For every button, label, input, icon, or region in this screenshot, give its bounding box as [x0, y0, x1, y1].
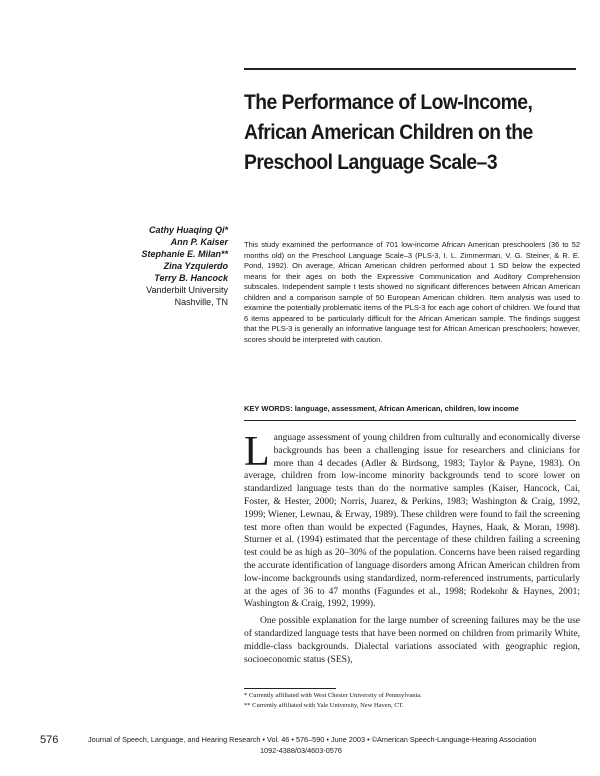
journal-citation: Journal of Speech, Language, and Hearing Research • Vol. 46 • 576–590 • June 2003 • ©American Speech-Language-Hearing Association	[88, 735, 537, 744]
footnotes	[244, 691, 580, 710]
footnote: * Currently affiliated with West Chester University of Pennsylvania.	[244, 692, 422, 699]
section-rule	[244, 420, 576, 421]
author-name: Zina Yzquierdo	[163, 261, 228, 271]
top-rule	[244, 68, 576, 70]
author-block	[100, 224, 228, 308]
article-title: The Performance of Low-Income, African American Children on the Preschool Language Scale–3	[244, 91, 533, 174]
affiliation-university: Vanderbilt University	[146, 285, 228, 295]
author-name: Ann P. Kaiser	[170, 237, 228, 247]
body-paragraph-2: One possible explanation for the large number of screening failures may be the use of standardized language tests that have been normed on children from primarily White, middle-class backgrounds. Dialectal variations associated with geographic region, socioeconomic status (SES),	[244, 616, 580, 665]
keywords: KEY WORDS: language, assessment, African American, children, low income	[244, 404, 519, 413]
body-text	[244, 429, 580, 666]
page-number: 576	[40, 734, 59, 746]
footnote: ** Currently affiliated with Yale University, New Haven, CT.	[244, 701, 404, 709]
affiliation-city: Nashville, TN	[174, 297, 228, 307]
abstract: This study examined the performance of 701 low-income African American preschoolers (36 to 52 months old) on the Preschool Language Scale–3 (PLS-3, I. L. Zimmerman, V. G. Steiner, & R. E. Pond, 1992). On average, African American children performed about 1 SD below the expected means for their ages on both the Expressive Communication and Auditory Comprehension subscales. Independent sample t tests showed no significant differences between African American children and a comparison sample of 50 European American children. Item analysis was used to examine the potentially problematic items of the PLS-3 for each age cohort of children. We found that 6 items appeared to be particularly difficult for the African American sample. The findings suggest that the PLS-3 is generally an informative language test for African American preschoolers; however, scores should be interpreted with caution.	[244, 240, 580, 344]
footnote-rule	[244, 688, 336, 689]
drop-cap: L	[244, 429, 270, 475]
body-paragraph-1	[244, 429, 580, 611]
issn: 1092-4388/03/4603-0576	[260, 746, 342, 755]
page-footer	[0, 732, 600, 762]
author-name: Cathy Huaqing Qi*	[148, 225, 228, 235]
author-name: Terry B. Hancock	[154, 273, 228, 283]
author-name: Stephanie E. Milan**	[141, 249, 228, 259]
body-paragraph-1-text: anguage assessment of young children from culturally and economically diverse backgrounds has been a challenging issue for researchers and clinicians for more than 4 decades (Adler & Birdsong, 1983; Taylor & Payne, 1983). On average, children from low-income minority backgrounds tend to score lower on standardized language tests than do the normative samples (Kaiser, Hancock, Cai, Foster, & Hester, 2000; Norris, Juarez, & Perkins, 1983; Washington & Craig, 1992, 1999; Wiener, Lewnau, & Erway, 1989). These children were found to fail the screening test more often than would be expected (Fagundes, Haynes, Haak, & Moran, 1998). Sturner et al. (1994) estimated that the percentage of these children failing a screening test could be as high as 20–30% of the population. Concerns have been raised regarding the accurate identification of language disorders among African American children from low-income backgrounds using standardized, norm-referenced instruments, particularly at the ages of 36 to 47 months (Fagundes et al., 1998; Rodekohr & Haynes, 2001; Washington & Craig, 1992, 1999).	[244, 433, 580, 610]
